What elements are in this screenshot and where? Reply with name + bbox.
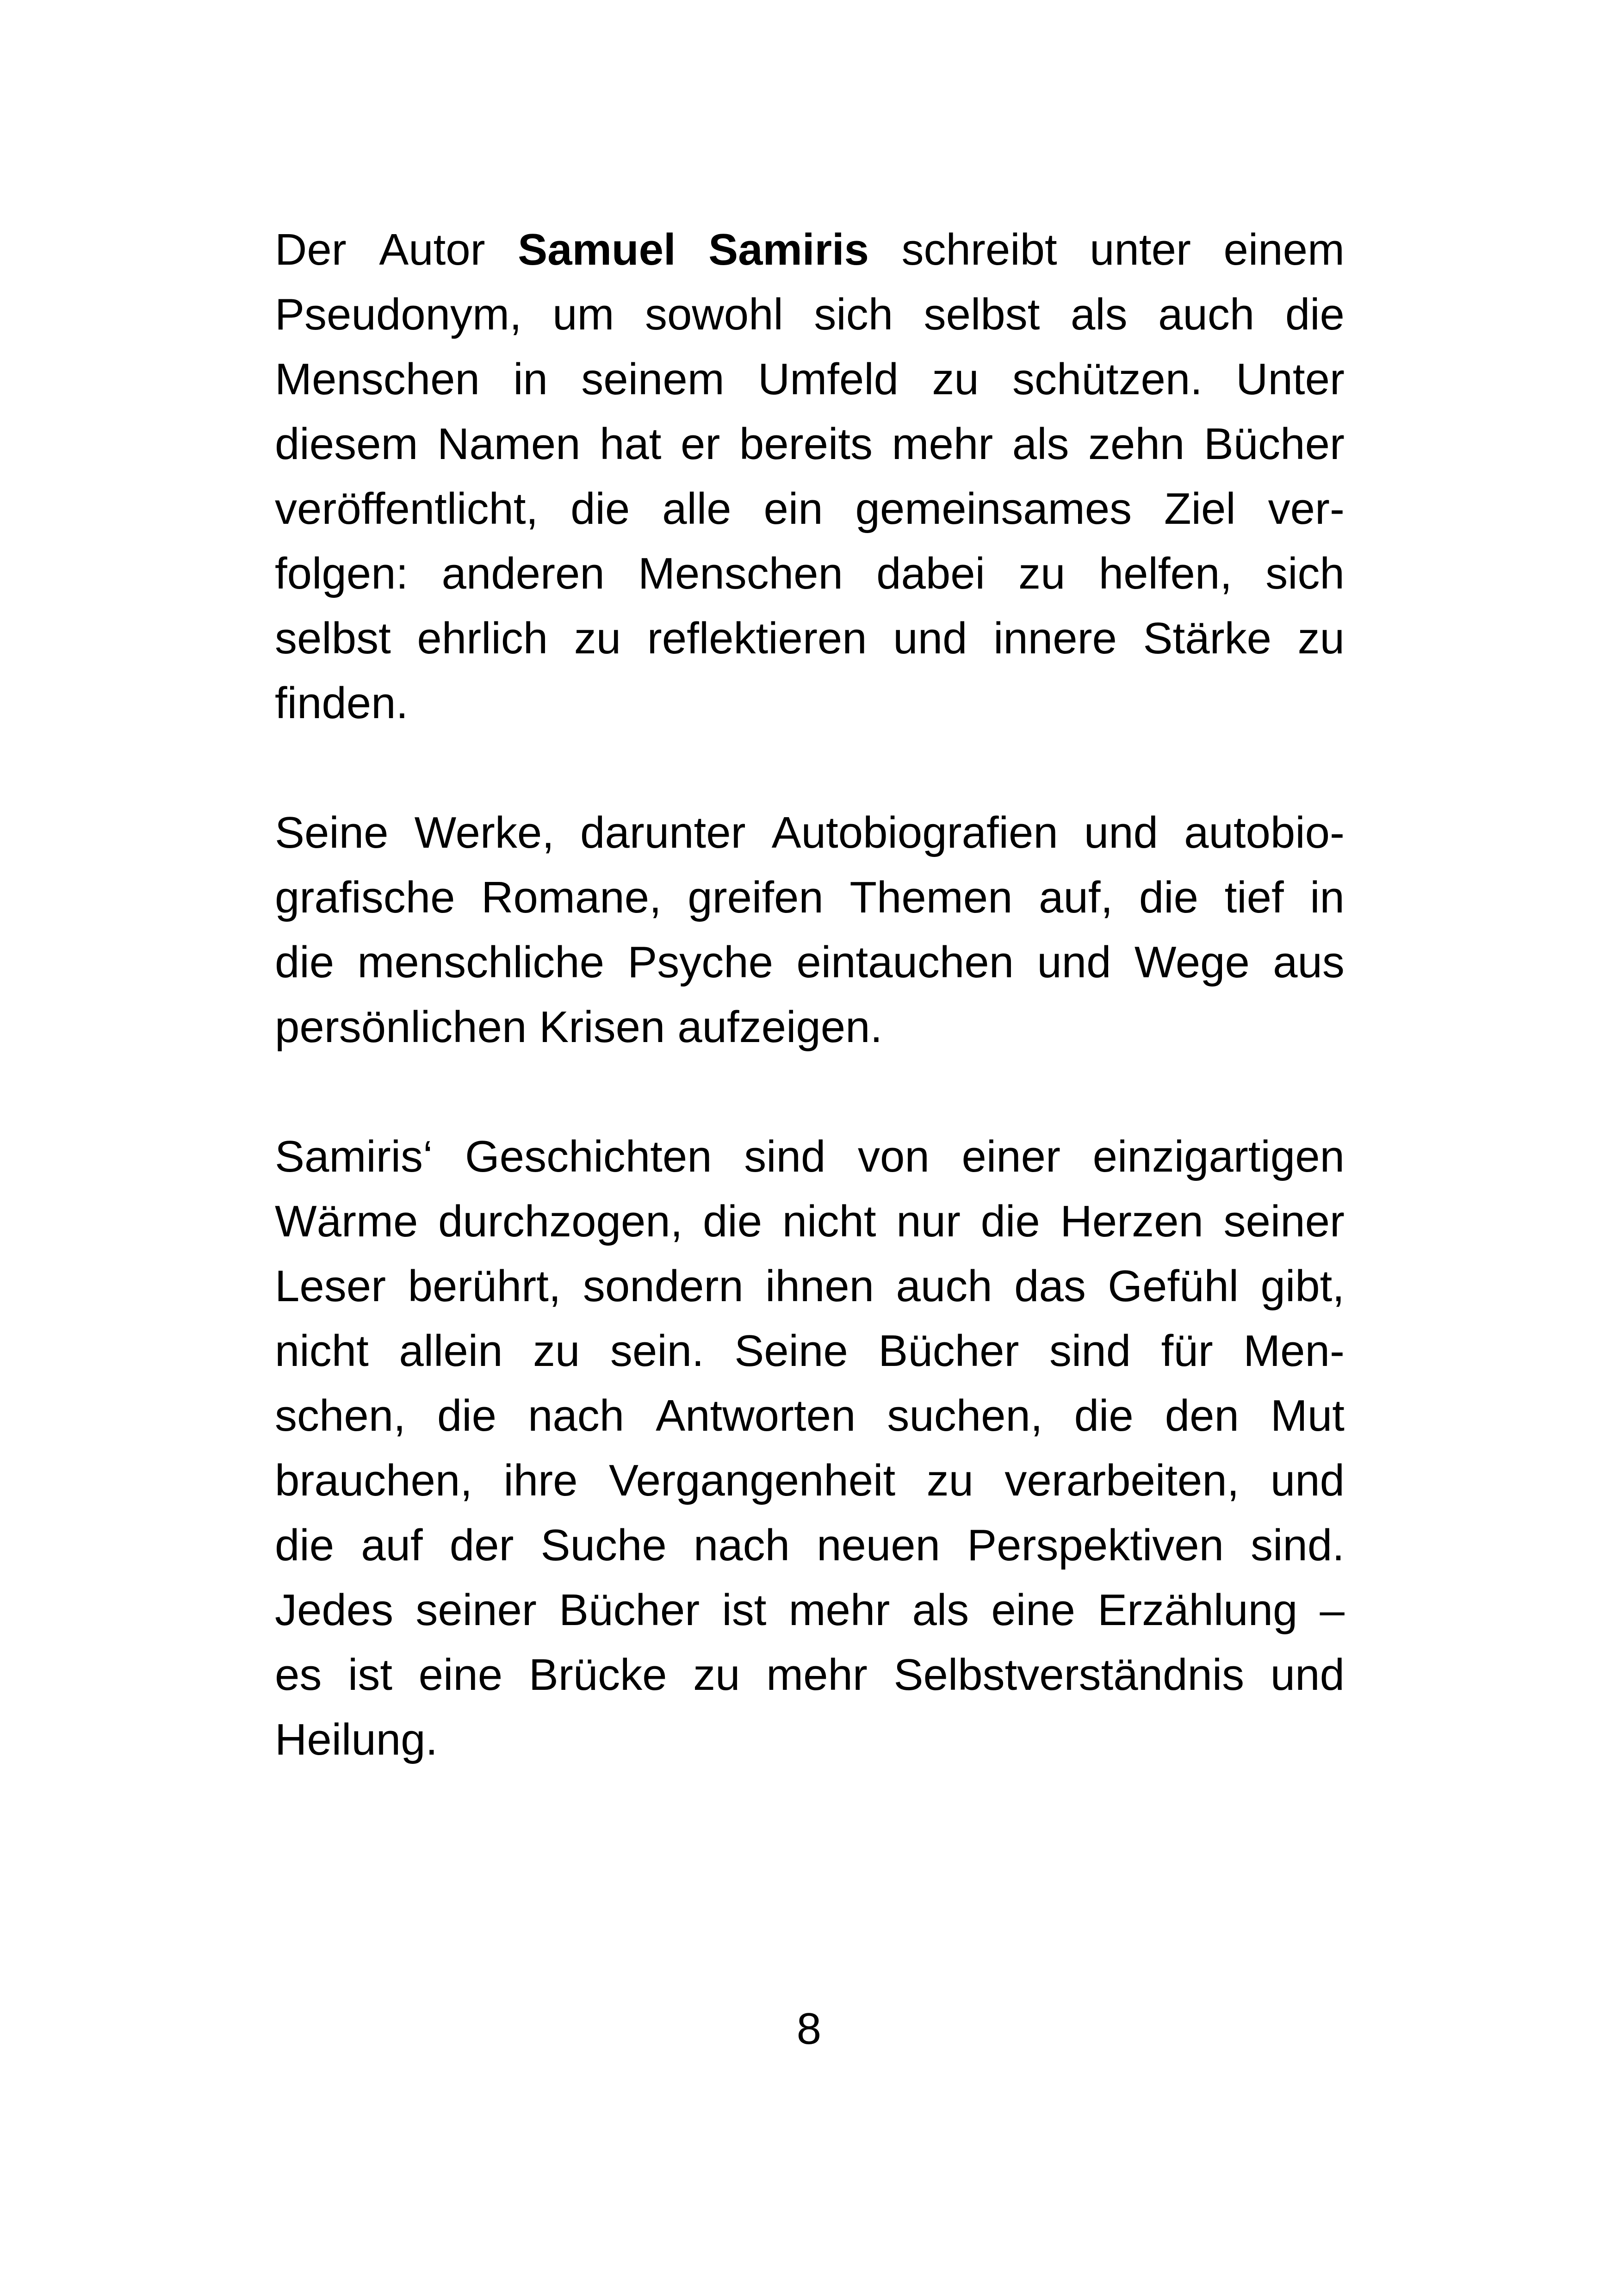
word: das bbox=[1014, 1261, 1086, 1311]
word: sein. bbox=[610, 1326, 704, 1376]
word: und bbox=[893, 614, 967, 663]
word: er bbox=[680, 419, 720, 469]
word: Erzählung bbox=[1097, 1585, 1298, 1635]
word: Samiris bbox=[708, 225, 869, 274]
text-line bbox=[275, 800, 1345, 865]
word: ver- bbox=[1268, 484, 1345, 534]
word: diesem bbox=[275, 419, 418, 469]
word: Samuel bbox=[518, 225, 676, 274]
word: Pseudonym, bbox=[275, 290, 522, 339]
word: grafische bbox=[275, 873, 455, 922]
word: gemeinsames bbox=[855, 484, 1132, 534]
paragraph bbox=[275, 1124, 1345, 1772]
word: die bbox=[1074, 1391, 1134, 1440]
word: verarbeiten, bbox=[1004, 1456, 1240, 1505]
text-line bbox=[275, 995, 1345, 1060]
word: eine bbox=[418, 1650, 503, 1700]
word: durchzogen, bbox=[438, 1197, 683, 1246]
word: ist bbox=[722, 1585, 767, 1635]
word: Wege bbox=[1134, 937, 1250, 987]
word: Seine bbox=[734, 1326, 848, 1376]
word: in bbox=[1310, 873, 1345, 922]
word: die bbox=[275, 937, 335, 987]
word: alle bbox=[662, 484, 732, 534]
word: zu bbox=[1018, 549, 1066, 598]
word: selbst bbox=[924, 290, 1040, 339]
word: Men- bbox=[1243, 1326, 1345, 1376]
text-line bbox=[275, 1254, 1345, 1319]
text-line bbox=[275, 1578, 1345, 1643]
word: als bbox=[1012, 419, 1069, 469]
word: Geschichten bbox=[465, 1132, 712, 1181]
paragraph-gap bbox=[275, 1060, 1345, 1124]
text-line bbox=[275, 1513, 1345, 1578]
word: – bbox=[1320, 1585, 1345, 1635]
word: sowohl bbox=[645, 290, 783, 339]
word: persönlichen bbox=[275, 1002, 527, 1052]
word: autobio- bbox=[1184, 808, 1345, 857]
word: anderen bbox=[441, 549, 605, 598]
word: Selbstverständnis bbox=[893, 1650, 1245, 1700]
word: den bbox=[1165, 1391, 1239, 1440]
word: mehr bbox=[788, 1585, 890, 1635]
word: Bücher bbox=[559, 1585, 700, 1635]
word: seiner bbox=[415, 1585, 537, 1635]
word: auch bbox=[896, 1261, 992, 1311]
word: gibt, bbox=[1260, 1261, 1345, 1311]
word: schen, bbox=[275, 1391, 406, 1440]
word: Stärke bbox=[1143, 614, 1271, 663]
text-line bbox=[275, 1124, 1345, 1189]
word: Seine bbox=[275, 808, 389, 857]
word: finden. bbox=[275, 678, 409, 728]
word: um bbox=[552, 290, 614, 339]
word: selbst bbox=[275, 614, 391, 663]
word: Menschen bbox=[275, 354, 480, 404]
text-line bbox=[275, 282, 1345, 347]
word: nach bbox=[527, 1391, 625, 1440]
word: nicht bbox=[782, 1197, 876, 1246]
word: unter bbox=[1090, 225, 1191, 274]
word: Herzen bbox=[1060, 1197, 1203, 1246]
word: Themen bbox=[849, 873, 1013, 922]
word: die bbox=[275, 1520, 335, 1570]
word: die bbox=[437, 1391, 496, 1440]
body-text bbox=[275, 217, 1345, 1772]
word: Krisen bbox=[539, 1002, 665, 1052]
word: sind bbox=[744, 1132, 826, 1181]
word: innere bbox=[993, 614, 1117, 663]
word: schützen. bbox=[1012, 354, 1203, 404]
word: neuen bbox=[817, 1520, 941, 1570]
text-line bbox=[275, 865, 1345, 930]
word: nicht bbox=[275, 1326, 369, 1376]
word: als bbox=[912, 1585, 969, 1635]
word: aus bbox=[1273, 937, 1345, 987]
word: Brücke bbox=[528, 1650, 667, 1700]
word: Leser bbox=[275, 1261, 386, 1311]
word: reflektieren bbox=[647, 614, 867, 663]
word: und bbox=[1270, 1650, 1345, 1700]
text-line bbox=[275, 541, 1345, 606]
word: seinem bbox=[581, 354, 725, 404]
word: einzigartigen bbox=[1092, 1132, 1345, 1181]
word: die bbox=[1285, 290, 1345, 339]
word: ehrlich bbox=[417, 614, 548, 663]
word: zu bbox=[574, 614, 621, 663]
word: Heilung. bbox=[275, 1715, 438, 1764]
text-line bbox=[275, 1384, 1345, 1448]
word: einem bbox=[1223, 225, 1345, 274]
word: allein bbox=[399, 1326, 503, 1376]
page-number: 8 bbox=[796, 2004, 822, 2054]
word: eintauchen bbox=[796, 937, 1014, 987]
word: Ziel bbox=[1164, 484, 1236, 534]
word: schreibt bbox=[901, 225, 1057, 274]
word: Bücher bbox=[878, 1326, 1019, 1376]
word: Suche bbox=[540, 1520, 667, 1570]
word: sondern bbox=[583, 1261, 744, 1311]
word: dabei bbox=[876, 549, 985, 598]
word: helfen, bbox=[1098, 549, 1232, 598]
text-line bbox=[275, 477, 1345, 541]
paragraph-gap bbox=[275, 736, 1345, 800]
word: für bbox=[1161, 1326, 1213, 1376]
paragraph bbox=[275, 800, 1345, 1060]
text-line bbox=[275, 1448, 1345, 1513]
word: Autobiografien bbox=[771, 808, 1058, 857]
paragraph bbox=[275, 217, 1345, 736]
word: zu bbox=[693, 1650, 740, 1700]
word: als bbox=[1070, 290, 1128, 339]
text-line bbox=[275, 930, 1345, 995]
word: ihre bbox=[503, 1456, 578, 1505]
word: sich bbox=[1265, 549, 1345, 598]
word: nach bbox=[693, 1520, 790, 1570]
text-line bbox=[275, 671, 1345, 736]
word: Wärme bbox=[275, 1197, 418, 1246]
word: zu bbox=[932, 354, 979, 404]
word: Bücher bbox=[1203, 419, 1345, 469]
word: berührt, bbox=[408, 1261, 561, 1311]
text-line bbox=[275, 1319, 1345, 1384]
word: Antworten bbox=[656, 1391, 856, 1440]
word: und bbox=[1037, 937, 1111, 987]
word: die bbox=[980, 1197, 1040, 1246]
text-line bbox=[275, 412, 1345, 477]
text-line bbox=[275, 606, 1345, 671]
word: menschliche bbox=[357, 937, 604, 987]
word: Autor bbox=[379, 225, 485, 274]
word: sind. bbox=[1251, 1520, 1345, 1570]
word: sind bbox=[1049, 1326, 1131, 1376]
word: nur bbox=[896, 1197, 961, 1246]
word: die bbox=[703, 1197, 763, 1246]
word: seiner bbox=[1223, 1197, 1345, 1246]
word: bereits bbox=[739, 419, 873, 469]
word: Perspektiven bbox=[967, 1520, 1224, 1570]
word: Namen bbox=[437, 419, 581, 469]
word: auch bbox=[1158, 290, 1255, 339]
word: Der bbox=[275, 225, 347, 274]
word: die bbox=[1139, 873, 1198, 922]
word: zu bbox=[1297, 614, 1345, 663]
word: folgen: bbox=[275, 549, 409, 598]
text-line bbox=[275, 1643, 1345, 1707]
word: die bbox=[570, 484, 630, 534]
word: eine bbox=[991, 1585, 1075, 1635]
word: veröffentlicht, bbox=[275, 484, 539, 534]
word: hat bbox=[600, 419, 662, 469]
word: Gefühl bbox=[1108, 1261, 1239, 1311]
word: Werke, bbox=[414, 808, 554, 857]
word: der bbox=[449, 1520, 514, 1570]
text-line bbox=[275, 1707, 1345, 1772]
text-line bbox=[275, 217, 1345, 282]
word: einer bbox=[961, 1132, 1060, 1181]
word: Samiris‘ bbox=[275, 1132, 433, 1181]
word: ihnen bbox=[765, 1261, 874, 1311]
word: ist bbox=[348, 1650, 392, 1700]
text-line bbox=[275, 347, 1345, 412]
word: zehn bbox=[1088, 419, 1185, 469]
word: Menschen bbox=[638, 549, 843, 598]
word: zu bbox=[533, 1326, 580, 1376]
word: mehr bbox=[766, 1650, 868, 1700]
word: Romane, bbox=[481, 873, 662, 922]
word: tief bbox=[1224, 873, 1284, 922]
word: Jedes bbox=[275, 1585, 394, 1635]
word: darunter bbox=[580, 808, 746, 857]
word: aufzeigen. bbox=[677, 1002, 883, 1052]
word: sich bbox=[814, 290, 893, 339]
word: zu bbox=[926, 1456, 973, 1505]
word: und bbox=[1084, 808, 1158, 857]
word: auf bbox=[361, 1520, 423, 1570]
word: Psyche bbox=[627, 937, 774, 987]
word: mehr bbox=[892, 419, 993, 469]
word: suchen, bbox=[887, 1391, 1043, 1440]
word: brauchen, bbox=[275, 1456, 472, 1505]
word: Mut bbox=[1270, 1391, 1345, 1440]
word: in bbox=[513, 354, 548, 404]
text-line bbox=[275, 1189, 1345, 1254]
word: und bbox=[1270, 1456, 1345, 1505]
word: ein bbox=[763, 484, 823, 534]
word: Umfeld bbox=[757, 354, 899, 404]
word: auf, bbox=[1039, 873, 1113, 922]
word: greifen bbox=[688, 873, 824, 922]
word: von bbox=[858, 1132, 930, 1181]
word: Unter bbox=[1236, 354, 1345, 404]
word: es bbox=[275, 1650, 322, 1700]
word: Vergangenheit bbox=[608, 1456, 896, 1505]
